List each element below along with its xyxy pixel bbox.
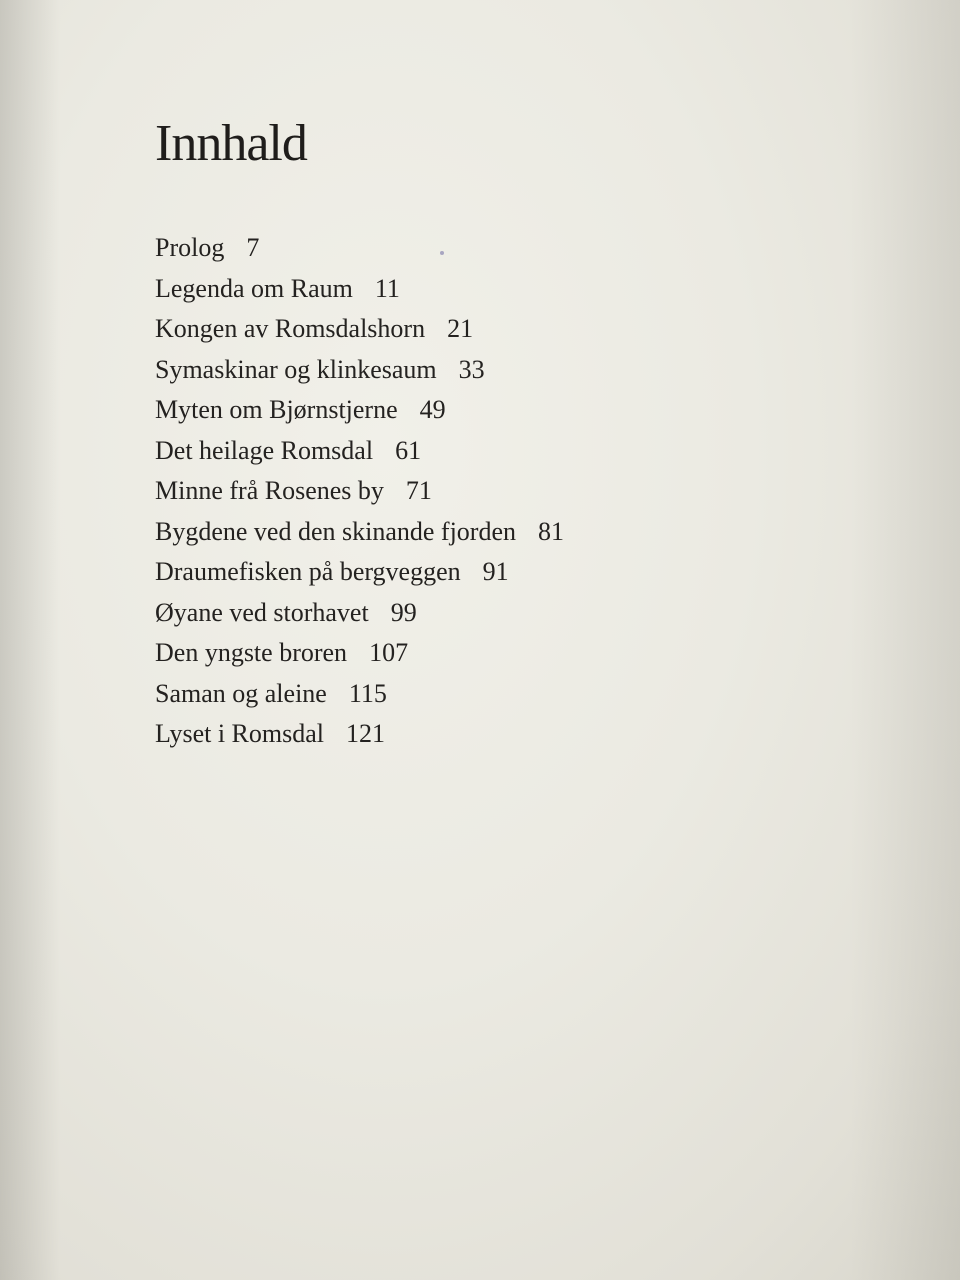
toc-entry [155, 633, 564, 674]
toc-entry-page: 91 [482, 557, 509, 586]
toc-entry [155, 309, 564, 350]
toc-entry-title: Draumefisken på bergveggen [155, 557, 461, 586]
toc-entry [155, 593, 564, 634]
toc-entry [155, 269, 564, 310]
toc-entry [155, 674, 564, 715]
toc-entry-page: 11 [374, 273, 400, 303]
toc-entry-title: Myten om Bjørnstjerne [155, 395, 398, 424]
toc-entry-page: 81 [538, 516, 565, 546]
toc-entry-page: 7 [246, 233, 260, 262]
toc-entry-title: Minne frå Rosenes by [155, 476, 384, 505]
toc-entry [155, 552, 564, 593]
toc-entry-title: Den yngste broren [155, 638, 348, 667]
toc-entry-page: 99 [390, 597, 417, 627]
page-title: Innhald [155, 115, 307, 172]
toc-entry [155, 350, 564, 391]
toc-entry-title: Legenda om Raum [155, 273, 353, 303]
table-of-contents [155, 228, 564, 755]
toc-entry-page: 107 [369, 638, 409, 667]
toc-entry [155, 228, 564, 269]
toc-entry-title: Kongen av Romsdalshorn [155, 314, 426, 343]
toc-entry-title: Prolog [155, 233, 225, 262]
toc-entry [155, 512, 564, 553]
toc-entry-page: 33 [458, 354, 485, 384]
toc-entry-title: Saman og aleine [155, 678, 327, 708]
toc-entry-page: 21 [447, 314, 474, 343]
toc-entry-page: 61 [395, 435, 422, 465]
toc-entry-title: Lyset i Romsdal [155, 719, 324, 748]
toc-entry-title: Bygdene ved den skinande fjorden [155, 516, 517, 546]
toc-entry [155, 390, 564, 431]
toc-entry-page: 71 [405, 476, 432, 505]
toc-entry-page: 121 [346, 719, 385, 748]
toc-entry-title: Øyane ved storhavet [155, 597, 369, 627]
toc-entry-title: Det heilage Romsdal [155, 435, 374, 465]
toc-entry-title: Symaskinar og klinkesaum [155, 354, 437, 384]
toc-entry-page: 115 [348, 678, 387, 708]
ink-speck [440, 251, 444, 255]
toc-entry-page: 49 [419, 395, 446, 424]
toc-entry [155, 714, 564, 755]
toc-entry [155, 431, 564, 472]
toc-entry [155, 471, 564, 512]
